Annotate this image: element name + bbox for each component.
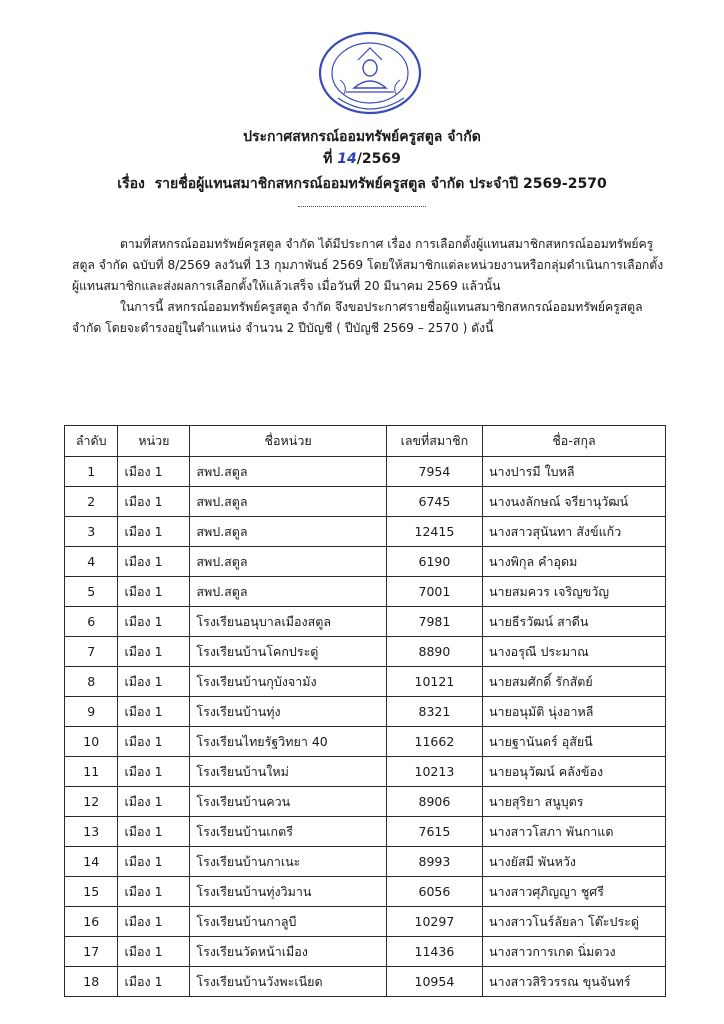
table-row <box>65 787 666 817</box>
cell-order: 3 <box>65 517 118 547</box>
table-row <box>65 607 666 637</box>
cell-full-name: นางสาวโสภา พันกาแด <box>483 817 666 847</box>
cell-agency: โรงเรียนบ้านควน <box>190 787 386 817</box>
cell-agency: โรงเรียนไทยรัฐวิทยา 40 <box>190 727 386 757</box>
table-row <box>65 727 666 757</box>
cell-order: 10 <box>65 727 118 757</box>
cell-order: 2 <box>65 487 118 517</box>
cell-order: 8 <box>65 667 118 697</box>
cell-unit: เมือง 1 <box>118 817 190 847</box>
table-row <box>65 907 666 937</box>
cell-full-name: นายสุริยา สนูบุตร <box>483 787 666 817</box>
cell-member-id: 8890 <box>386 637 482 667</box>
number-prefix: ที่ <box>323 151 333 167</box>
cell-member-id: 6190 <box>386 547 482 577</box>
cell-agency: โรงเรียนบ้านทุ่งวิมาน <box>190 877 386 907</box>
handwritten-number: 14 <box>337 151 357 167</box>
cell-order: 9 <box>65 697 118 727</box>
cell-agency: สพป.สตูล <box>190 577 386 607</box>
cell-agency: สพป.สตูล <box>190 457 386 487</box>
cell-full-name: นางสาวสุนันทา สังข์แก้ว <box>483 517 666 547</box>
cell-unit: เมือง 1 <box>118 547 190 577</box>
cell-agency: โรงเรียนบ้านเกตรี <box>190 817 386 847</box>
cell-agency: โรงเรียนบ้านโคกประดู่ <box>190 637 386 667</box>
table-row <box>65 487 666 517</box>
cell-full-name: นางสาวการเกด นิ่มดวง <box>483 937 666 967</box>
cell-order: 7 <box>65 637 118 667</box>
cell-full-name: นางพิกุล คำอุดม <box>483 547 666 577</box>
cell-full-name: นางอรุณี ประมาณ <box>483 637 666 667</box>
cell-unit: เมือง 1 <box>118 607 190 637</box>
table-row <box>65 577 666 607</box>
cell-full-name: นายอนุวัฒน์ คลังข้อง <box>483 757 666 787</box>
announcement-body <box>72 234 668 339</box>
cell-full-name: นางสาวสิริวรรณ ขุนจันทร์ <box>483 967 666 997</box>
number-suffix: /2569 <box>356 151 401 167</box>
cell-unit: เมือง 1 <box>118 697 190 727</box>
table-row <box>65 817 666 847</box>
cell-order: 17 <box>65 937 118 967</box>
cell-full-name: นางยัสมี พันหวัง <box>483 847 666 877</box>
cell-member-id: 10213 <box>386 757 482 787</box>
cell-order: 4 <box>65 547 118 577</box>
cell-order: 12 <box>65 787 118 817</box>
header-agency: ชื่อหน่วย <box>190 426 386 457</box>
announcement-number <box>0 148 724 170</box>
table-row <box>65 457 666 487</box>
cell-full-name: นางสาวโนร์ลัยลา โต๊ะประดู่ <box>483 907 666 937</box>
cell-unit: เมือง 1 <box>118 727 190 757</box>
table-row <box>65 697 666 727</box>
cell-agency: โรงเรียนอนุบาลเมืองสตูล <box>190 607 386 637</box>
cell-order: 14 <box>65 847 118 877</box>
cell-full-name: นายสมศักดิ์ รักสัตย์ <box>483 667 666 697</box>
cell-unit: เมือง 1 <box>118 487 190 517</box>
header-member-id: เลขที่สมาชิก <box>386 426 482 457</box>
table-row <box>65 637 666 667</box>
representatives-table <box>64 425 666 997</box>
subject-label: เรื่อง <box>117 176 145 192</box>
cell-full-name: นางสาวศุภิญญา ชูศรี <box>483 877 666 907</box>
cell-unit: เมือง 1 <box>118 667 190 697</box>
cell-agency: โรงเรียนบ้านกุบังจามัง <box>190 667 386 697</box>
cell-unit: เมือง 1 <box>118 517 190 547</box>
header-order: ลำดับ <box>65 426 118 457</box>
cell-agency: โรงเรียนบ้านใหม่ <box>190 757 386 787</box>
subject-text: รายชื่อผู้แทนสมาชิกสหกรณ์ออมทรัพย์ครูสตูล จำกัด ประจำปี 2569-2570 <box>154 176 607 192</box>
cell-agency: สพป.สตูล <box>190 487 386 517</box>
cell-member-id: 7615 <box>386 817 482 847</box>
cell-member-id: 7981 <box>386 607 482 637</box>
announcement-title: ประกาศสหกรณ์ออมทรัพย์ครูสตูล จำกัด <box>243 129 481 145</box>
cell-unit: เมือง 1 <box>118 847 190 877</box>
cell-order: 15 <box>65 877 118 907</box>
cell-member-id: 8993 <box>386 847 482 877</box>
cell-order: 18 <box>65 967 118 997</box>
body-paragraph-1: ตามที่สหกรณ์ออมทรัพย์ครูสตูล จำกัด ได้มีประกาศ เรื่อง การเลือกตั้งผู้แทนสมาชิกสหกรณ์ออมทรัพย์ครูสตูล จำกัด ฉบับที่ 8/2569 ลงวันที่ 13 กุมภาพันธ์ 2569 โดยให้สมาชิกแต่ละหน่วยงานหรือกลุ่มดำเนินการเลือกตั้งผู้แทนสมาชิกและส่งผลการเลือกตั้งให้แล้วเสร็จ เมื่อวันที่ 20 มีนาคม 2569 แล้วนั้น <box>72 237 664 293</box>
header-unit: หน่วย <box>118 426 190 457</box>
cell-unit: เมือง 1 <box>118 457 190 487</box>
cell-agency: สพป.สตูล <box>190 517 386 547</box>
cell-unit: เมือง 1 <box>118 937 190 967</box>
cell-order: 5 <box>65 577 118 607</box>
cell-member-id: 7954 <box>386 457 482 487</box>
cooperative-seal-icon <box>318 30 422 116</box>
body-paragraph-2: ในการนี้ สหกรณ์ออมทรัพย์ครูสตูล จำกัด จึงขอประกาศรายชื่อผู้แทนสมาชิกสหกรณ์ออมทรัพย์ครูสตูล จำกัด โดยจะดำรงอยู่ในตำแหน่ง จำนวน 2 ปีบัญชี ( ปีบัญชี 2569 – 2570 ) ดังนี้ <box>72 300 643 335</box>
table-row <box>65 847 666 877</box>
cell-order: 1 <box>65 457 118 487</box>
table-row <box>65 547 666 577</box>
cell-agency: โรงเรียนบ้านทุ่ง <box>190 697 386 727</box>
cell-unit: เมือง 1 <box>118 787 190 817</box>
cell-member-id: 6056 <box>386 877 482 907</box>
cell-agency: โรงเรียนบ้านกาเนะ <box>190 847 386 877</box>
cell-agency: โรงเรียนวัดหน้าเมือง <box>190 937 386 967</box>
cell-member-id: 10297 <box>386 907 482 937</box>
cell-member-id: 12415 <box>386 517 482 547</box>
table-row <box>65 877 666 907</box>
cell-full-name: นางปารมี ใบหลี <box>483 457 666 487</box>
cell-agency: โรงเรียนบ้านกาลูบี <box>190 907 386 937</box>
dotted-divider <box>298 206 426 207</box>
cell-unit: เมือง 1 <box>118 967 190 997</box>
cell-full-name: นายฐานันดร์ อุสัยนี <box>483 727 666 757</box>
table-row <box>65 967 666 997</box>
cell-order: 16 <box>65 907 118 937</box>
cell-order: 11 <box>65 757 118 787</box>
cell-order: 13 <box>65 817 118 847</box>
cell-member-id: 6745 <box>386 487 482 517</box>
cell-member-id: 10954 <box>386 967 482 997</box>
cell-full-name: นายอนุมัติ นุ่งอาหลี <box>483 697 666 727</box>
table-row <box>65 517 666 547</box>
cell-unit: เมือง 1 <box>118 577 190 607</box>
cell-member-id: 11436 <box>386 937 482 967</box>
cell-full-name: นายธีรวัฒน์ สาดีน <box>483 607 666 637</box>
cell-member-id: 11662 <box>386 727 482 757</box>
cell-unit: เมือง 1 <box>118 637 190 667</box>
table-header-row <box>65 426 666 457</box>
cell-agency: สพป.สตูล <box>190 547 386 577</box>
table-row <box>65 757 666 787</box>
header-full-name: ชื่อ-สกุล <box>483 426 666 457</box>
announcement-subject <box>0 172 724 196</box>
cell-member-id: 8321 <box>386 697 482 727</box>
cell-unit: เมือง 1 <box>118 757 190 787</box>
cell-unit: เมือง 1 <box>118 877 190 907</box>
cell-full-name: นางนงลักษณ์ จรียานุวัฒน์ <box>483 487 666 517</box>
cell-member-id: 10121 <box>386 667 482 697</box>
cell-unit: เมือง 1 <box>118 907 190 937</box>
cell-full-name: นายสมควร เจริญขวัญ <box>483 577 666 607</box>
table-row <box>65 937 666 967</box>
cell-member-id: 7001 <box>386 577 482 607</box>
cell-member-id: 8906 <box>386 787 482 817</box>
cell-order: 6 <box>65 607 118 637</box>
table-row <box>65 667 666 697</box>
cell-agency: โรงเรียนบ้านวังพะเนียด <box>190 967 386 997</box>
announcement-header <box>0 126 724 196</box>
